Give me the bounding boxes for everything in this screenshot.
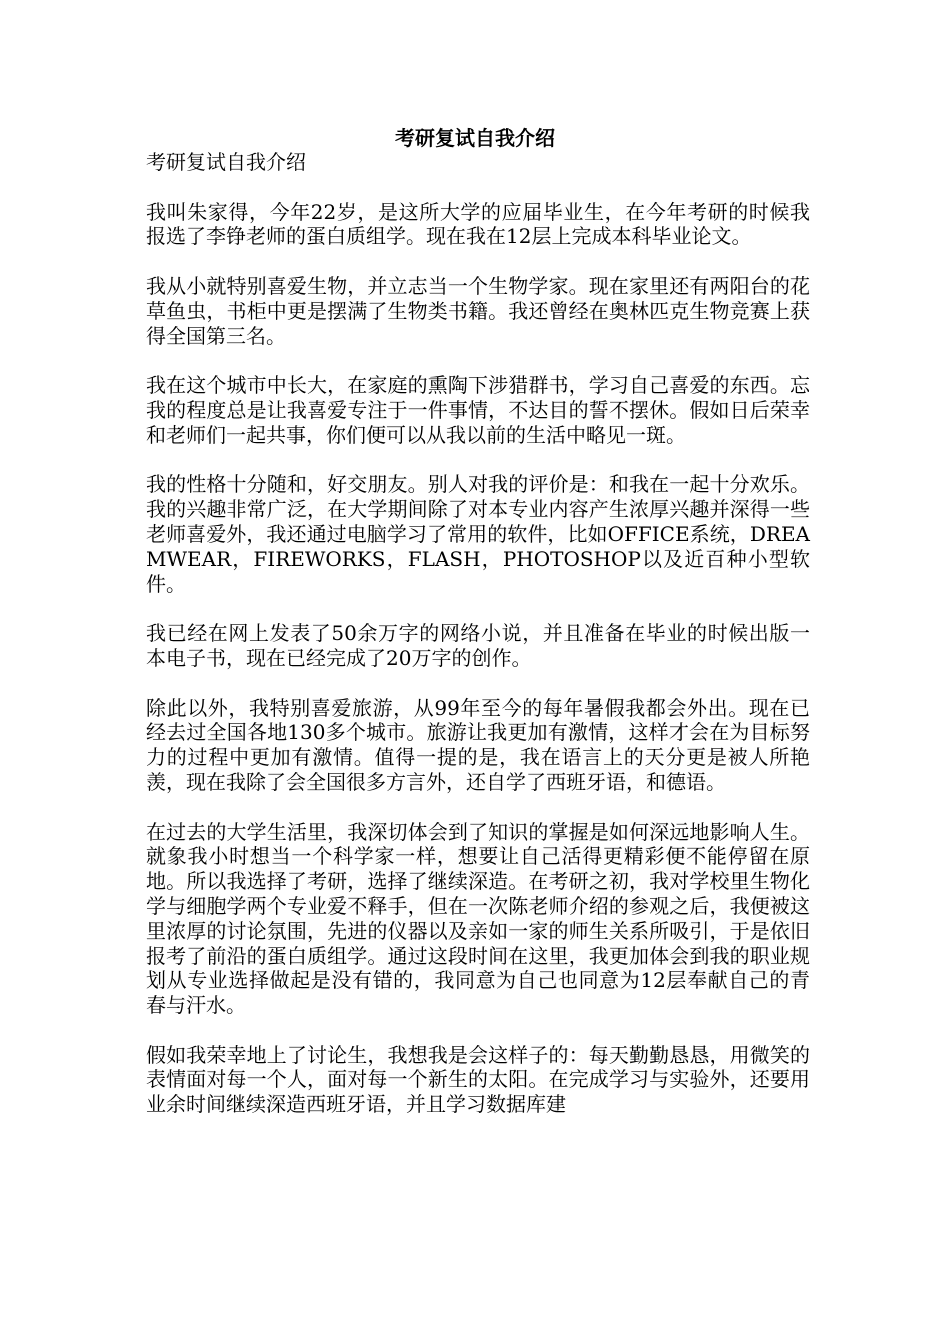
document-title: 考研复试自我介绍 xyxy=(395,126,555,150)
document-subtitle: 考研复试自我介绍 xyxy=(146,150,306,174)
paragraph-university-life: 在过去的大学生活里，我深切体会到了知识的掌握是如何深远地影响人生。就象我小时想当一个科学家一样，想要让自己活得更精彩便不能停留在原地。所以我选择了考研，选择了继续深造。在考研之初，我对学校里生物化学与细胞学两个专业爱不释手，但在一次陈老师介绍的参观之后，我便被这里浓厚的讨论氛围，先进的仪器以及亲如一家的师生关系所吸引，于是依旧报考了前沿的蛋白质组学。通过这段时间在这里，我更加体会到我的职业规划从专业选择做起是没有错的，我同意为自己也同意为12层奉献自己的青春与汗水。 xyxy=(146,819,810,1018)
paragraph-future-plans: 假如我荣幸地上了讨论生，我想我是会这样子的：每天勤勤恳恳，用微笑的表情面对每一个人，面对每一个新生的太阳。在完成学习与实验外，还要用业余时间继续深造西班牙语，并且学习数据库建 xyxy=(146,1042,810,1117)
document-body xyxy=(146,150,810,1142)
paragraph-upbringing: 我在这个城市中长大，在家庭的熏陶下涉猎群书，学习自己喜爱的东西。忘我的程度总是让我喜爱专注于一件事情，不达目的誓不摆休。假如日后荣幸和老师们一起共事，你们便可以从我以前的生活中略见一斑。 xyxy=(146,373,810,447)
paragraph-personality: 我的性格十分随和，好交朋友。别人对我的评价是：和我在一起十分欢乐。我的兴趣非常广泛，在大学期间除了对本专业内容产生浓厚兴趣并深得一些老师喜爱外，我还通过电脑学习了常用的软件，比如OFFICE系统，DREAMWEAR，FIREWORKS，FLASH，PHOTOSHOP以及近百种小型软件。 xyxy=(146,472,810,596)
paragraph-introduction: 我叫朱家得，今年22岁，是这所大学的应届毕业生，在今年考研的时候我报选了李铮老师的蛋白质组学。现在我在12层上完成本科毕业论文。 xyxy=(146,199,810,249)
paragraph-writing: 我已经在网上发表了50余万字的网络小说，并且准备在毕业的时候出版一本电子书，现在已经完成了20万字的创作。 xyxy=(146,621,810,670)
paragraph-biology-interest: 我从小就特别喜爱生物，并立志当一个生物学家。现在家里还有两阳台的花草鱼虫，书柜中更是摆满了生物类书籍。我还曾经在奥林匹克生物竞赛上获得全国第三名。 xyxy=(146,273,810,348)
paragraph-travel-languages: 除此以外，我特别喜爱旅游，从99年至今的每年暑假我都会外出。现在已经去过全国各地130多个城市。旅游让我更加有激情，这样才会在为目标努力的过程中更加有激情。值得一提的是，我在语言上的天分更是被人所艳羡，现在我除了会全国很多方言外，还自学了西班牙语，和德语。 xyxy=(146,695,810,794)
